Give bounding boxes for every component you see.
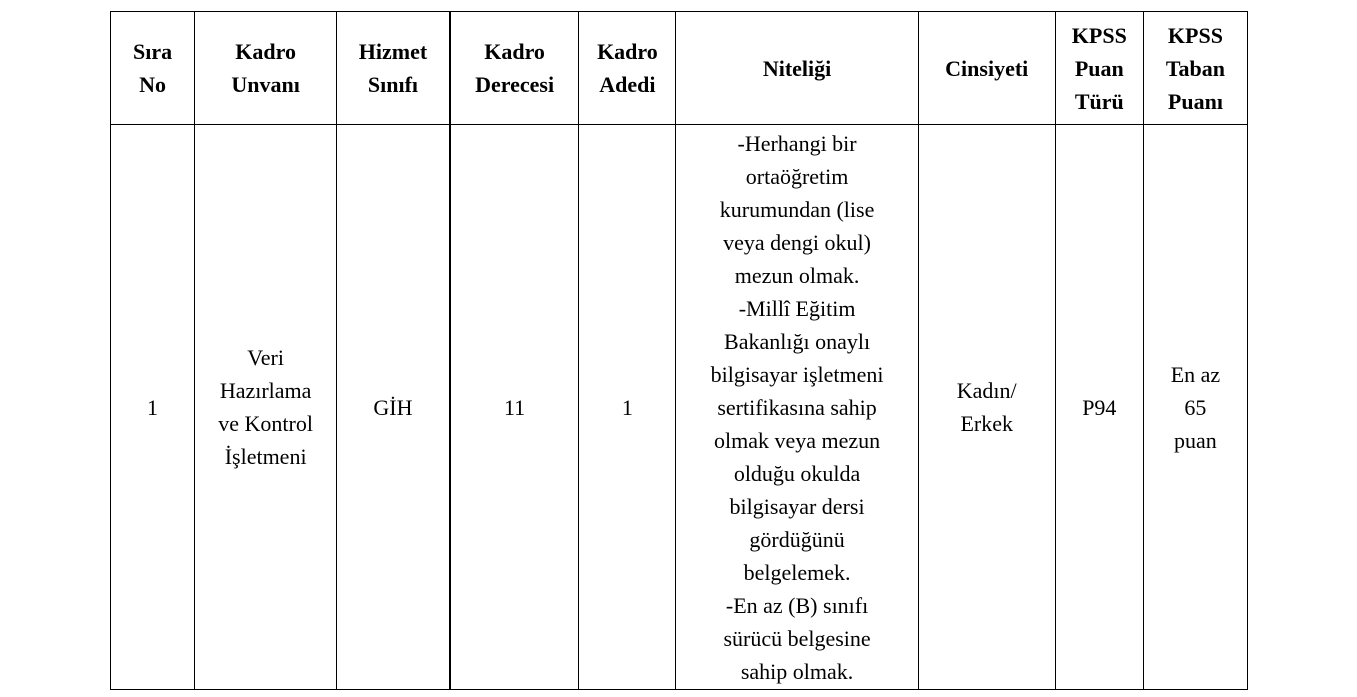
- header-line: Derecesi: [475, 72, 555, 97]
- nitelik-line: sertifikasına sahip: [717, 394, 877, 420]
- nitelik-line: -En az (B) sınıfı: [725, 592, 869, 618]
- header-cinsiyeti: [918, 12, 1055, 125]
- cell-niteligi: [676, 125, 918, 690]
- cell-line: ve Kontrol: [218, 411, 313, 436]
- nitelik-line: veya dengi okul): [723, 229, 871, 255]
- header-line: KPSS: [1167, 22, 1223, 48]
- cell-line: İşletmeni: [224, 444, 307, 469]
- nitelik-line: belgelemek.: [743, 559, 851, 585]
- header-hizmet-sinifi: [337, 12, 450, 125]
- nitelik-line: gördüğünü: [749, 526, 845, 552]
- cell-cinsiyeti: [918, 125, 1055, 690]
- header-line: Hizmet: [358, 39, 428, 64]
- header-line: No: [139, 72, 166, 97]
- cell-line: Veri: [247, 345, 284, 370]
- nitelik-line: mezun olmak.: [734, 262, 860, 288]
- header-kadro-unvani: [195, 12, 337, 125]
- cell-line: puan: [1174, 427, 1217, 453]
- nitelik-line: bilgisayar dersi: [729, 493, 865, 519]
- header-line: KPSS: [1071, 22, 1127, 48]
- header-line: Niteliği: [762, 55, 832, 81]
- header-sira-no: [111, 12, 195, 125]
- table-row: [111, 125, 1248, 690]
- header-line: Unvanı: [231, 72, 300, 97]
- nitelik-line: sahip olmak.: [740, 658, 854, 684]
- cell-sira-no: 1: [111, 125, 195, 690]
- nitelik-line: sürücü belgesine: [723, 625, 871, 651]
- header-line: Adedi: [599, 72, 656, 97]
- header-row: [111, 12, 1248, 125]
- header-line: Kadro: [484, 39, 545, 64]
- header-line: Puan: [1074, 55, 1124, 81]
- nitelik-line: olduğu okulda: [733, 460, 861, 486]
- nitelik-line: -Herhangi bir: [737, 130, 857, 156]
- nitelik-line: olmak veya mezun: [713, 427, 881, 453]
- header-line: Türü: [1074, 88, 1124, 114]
- cell-line: En az: [1170, 361, 1221, 387]
- header-kpss-puan-turu: [1055, 12, 1143, 125]
- header-kpss-taban-puani: [1143, 12, 1247, 125]
- cell-line: Hazırlama: [219, 378, 312, 403]
- header-line: Kadro: [235, 39, 296, 64]
- cell-line: Kadın/: [956, 378, 1017, 403]
- header-kadro-derecesi: [450, 12, 579, 125]
- nitelik-line: ortaöğretim: [745, 163, 849, 189]
- cell-kadro-adedi: 1: [579, 125, 676, 690]
- cell-kpss-puan-turu: P94: [1055, 125, 1143, 690]
- nitelik-line: kurumundan (lise: [719, 196, 875, 222]
- header-line: Puanı: [1167, 88, 1223, 114]
- cell-kpss-taban-puani: [1143, 125, 1247, 690]
- header-line: Cinsiyeti: [945, 55, 1029, 81]
- cell-hizmet-sinifi: GİH: [337, 125, 450, 690]
- header-line: Sıra: [132, 39, 173, 64]
- header-line: Kadro: [597, 39, 658, 64]
- header-line: Sınıfı: [367, 72, 419, 97]
- header-niteligi: [676, 12, 918, 125]
- kadro-table: [110, 11, 1248, 690]
- nitelik-line: Bakanlığı onaylı: [724, 328, 871, 354]
- header-kadro-adedi: [579, 12, 676, 125]
- nitelik-line: -Millî Eğitim: [738, 295, 856, 321]
- cell-line: Erkek: [960, 411, 1013, 436]
- header-line: Taban: [1165, 55, 1225, 81]
- cell-kadro-unvani: [195, 125, 337, 690]
- nitelik-line: bilgisayar işletmeni: [710, 361, 884, 387]
- cell-line: 65: [1184, 394, 1207, 420]
- cell-kadro-derecesi: 11: [450, 125, 579, 690]
